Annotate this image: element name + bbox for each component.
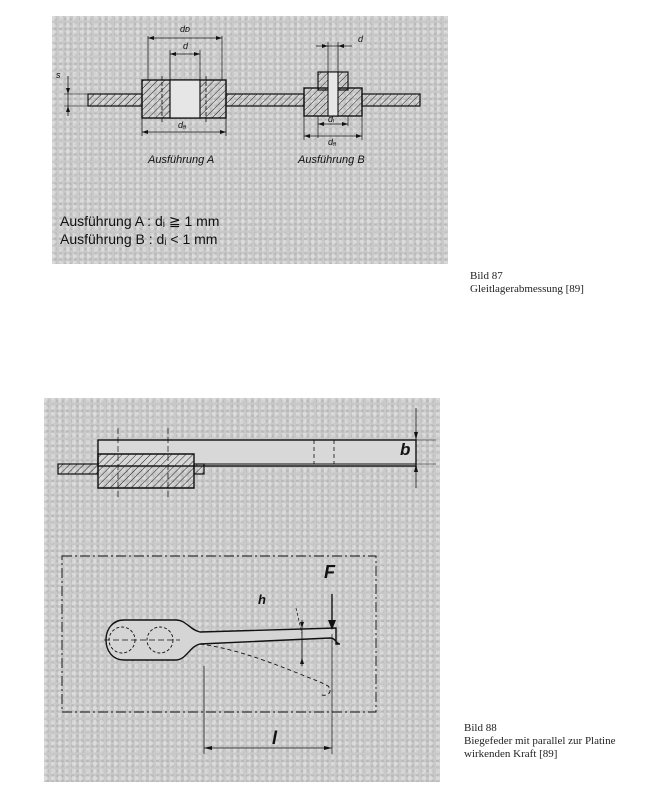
label-h: h — [258, 592, 266, 607]
spring-mount-section — [98, 454, 194, 488]
dim-label-d: d — [183, 41, 189, 51]
label-l: l — [272, 728, 278, 748]
caption-line-2: wirkenden Kraft [89] — [464, 748, 558, 760]
dim-label-d-outer: dᴅ — [180, 24, 191, 34]
dim-label-s: s — [56, 70, 61, 80]
condition-a: Ausführung A : dᵢ ≧ 1 mm — [60, 213, 220, 229]
condition-b: Ausführung B : dᵢ < 1 mm — [60, 231, 218, 247]
variant-b-label: Ausführung B — [298, 154, 365, 166]
bending-spring-drawing — [44, 398, 440, 782]
plate-section-middle — [226, 94, 304, 106]
dim-label-d-i-b: dᵢ — [328, 114, 335, 124]
dim-label-d-b: d — [358, 34, 364, 44]
caption-line-1: Biegefeder mit parallel zur Platine — [464, 735, 616, 747]
figure-87-drawing — [52, 16, 448, 264]
caption-bild-88 — [464, 722, 616, 761]
caption-number: Bild 87 — [470, 270, 503, 282]
spring-deflected — [200, 644, 330, 695]
label-b: b — [400, 440, 411, 459]
dim-label-d-a: dₐ — [178, 120, 187, 130]
figure-88-drawing — [44, 398, 440, 782]
label-force-f: F — [324, 562, 335, 582]
caption-title: Gleitlagerabmessung [89] — [470, 283, 584, 295]
caption-bild-87 — [470, 270, 584, 296]
bearing-b-bore — [328, 72, 338, 116]
caption-number: Bild 88 — [464, 722, 497, 734]
plate-section-left — [88, 94, 142, 106]
bearing-a-bore — [170, 80, 200, 118]
dim-label-d-a-b: dₐ — [328, 137, 337, 147]
variant-a-label: Ausführung A — [148, 154, 215, 166]
plate-section-right — [362, 94, 420, 106]
